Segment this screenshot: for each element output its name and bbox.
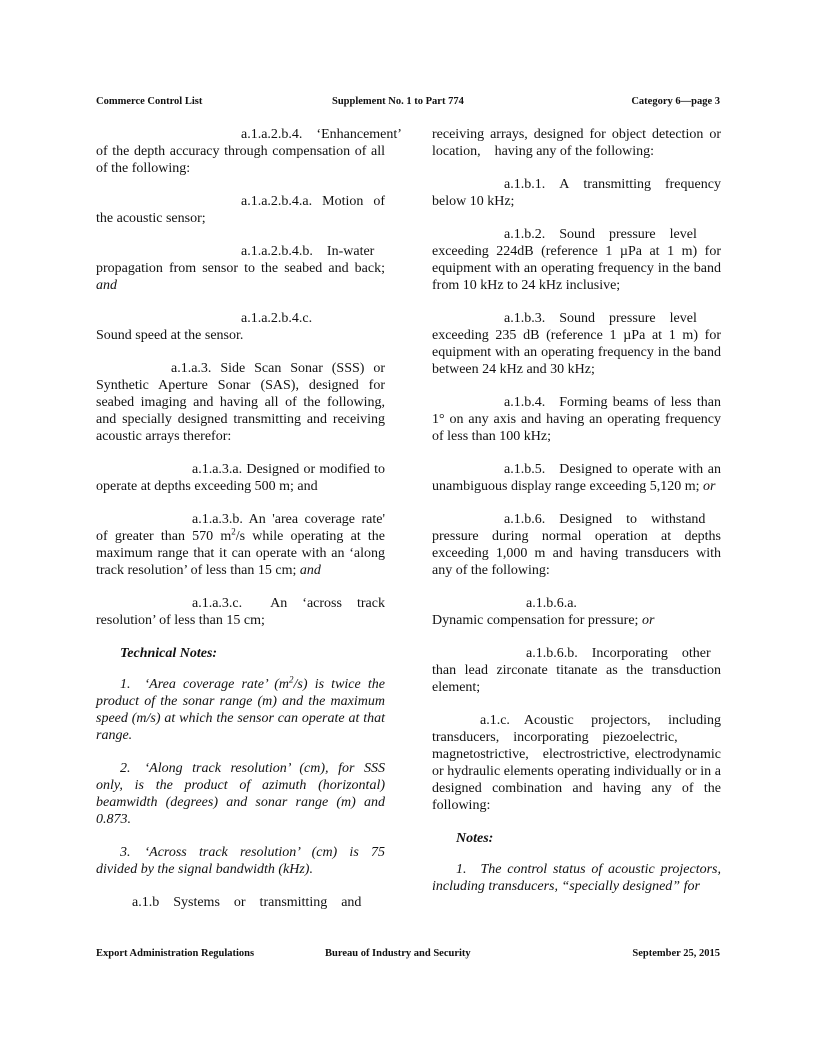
para-a1b-continued: receiving arrays, designed for object detection or location, having any of the following: <box>432 127 721 159</box>
para-a1a2b4c: a.1.a.2.b.4.c. Sound speed at the sensor. <box>96 311 355 343</box>
page-footer <box>96 948 720 964</box>
para-a1b5-text: a.1.b.5. Designed to operate with an unambiguous display range exceeding 5,120 m; <box>432 462 721 494</box>
header-right: Category 6—page 3 <box>631 96 720 107</box>
superscript: 2 <box>231 526 236 537</box>
superscript: 2 <box>289 674 294 685</box>
para-a1b6b: a.1.b.6.b. Incorporating other than lead zirconate titanate as the transduction element; <box>432 646 721 695</box>
para-a1a2b4b-text: a.1.a.2.b.4.b. In-water propagation from sensor to the seabed and back; <box>96 244 385 276</box>
para-a1b: a.1.b Systems or transmitting and <box>132 895 362 910</box>
para-a1a3c: a.1.a.3.c. An ‘across track resolution’ of less than 15 cm; <box>96 596 385 628</box>
conj-and: and <box>299 563 321 578</box>
para-a1b4: a.1.b.4. Forming beams of less than 1° on any axis and having an operating frequency of less than 100 kHz; <box>432 395 721 444</box>
para-a1a3b-text-a: a.1.a.3.b. An 'area coverage rate' of greater than 570 m <box>96 512 385 544</box>
header-left: Commerce Control List <box>96 96 203 107</box>
left-column <box>96 126 402 911</box>
technical-note-3: 3. ‘Across track resolution’ (cm) is 75 divided by the signal bandwidth (kHz). <box>96 845 385 877</box>
para-a1a3: a.1.a.3. Side Scan Sonar (SSS) or Synthetic Aperture Sonar (SAS), designed for seabed imaging and having all of the following, and specially designed transmitting and receiving acoustic arrays therefor: <box>96 361 385 444</box>
note-1: 1. The control status of acoustic projectors, including transducers, “specially designed” for <box>432 862 721 894</box>
conj-or: or <box>641 613 655 628</box>
technical-notes-title: Technical Notes: <box>120 646 218 661</box>
para-a1a2b4a: a.1.a.2.b.4.a. Motion of the acoustic sensor; <box>96 194 385 226</box>
footer-left: Export Administration Regulations <box>96 948 255 959</box>
para-a1b5 <box>432 461 721 495</box>
technical-note-1 <box>96 676 385 744</box>
footer-right: September 25, 2015 <box>632 948 720 959</box>
para-a1b2: a.1.b.2. Sound pressure level exceeding 224dB (reference 1 µPa at 1 m) for equipment with an operating frequency in the band from 10 kHz to 24 kHz inclusive; <box>432 227 721 293</box>
technical-note-1-text-b: /s) is twice the product of the sonar range (m) and the maximum speed (m/s) at which the sensor can operate at that range. <box>96 677 385 743</box>
technical-note-1-text-a: 1. ‘Area coverage rate’ (m <box>120 677 290 692</box>
para-a1c: a.1.c. Acoustic projectors, including transducers, incorporating piezoelectric, magnetostrictive, electrostrictive, electrodynamic or hydraulic elements operating individually or in a designed combination and having any of the following: <box>432 713 721 813</box>
para-a1a3b-text-b: /s while operating at the maximum range that it can operate with an ‘along track resolution’ of less than 15 cm; <box>96 529 385 578</box>
para-a1b6a-text: a.1.b.6.a. Dynamic compensation for pressure; <box>432 596 689 628</box>
para-a1a3a: a.1.a.3.a. Designed or modified to operate at depths exceeding 500 m; and <box>96 462 385 494</box>
conj-and: and <box>96 278 117 293</box>
para-a1a2b4b <box>96 243 385 294</box>
para-a1a2b4: a.1.a.2.b.4. ‘Enhancement’ of the depth accuracy through compensation of all of the following: <box>96 127 402 176</box>
header-center: Supplement No. 1 to Part 774 <box>332 96 464 107</box>
para-a1b1: a.1.b.1. A transmitting frequency below 10 kHz; <box>432 177 721 209</box>
right-column <box>432 126 721 895</box>
technical-note-2: 2. ‘Along track resolution’ (cm), for SSS only, is the product of azimuth (horizontal) beamwidth (degrees) and sonar range (m) and 0.873. <box>96 761 385 827</box>
conj-or: or <box>703 479 716 494</box>
para-a1b6a <box>432 595 721 629</box>
para-a1b3: a.1.b.3. Sound pressure level exceeding 235 dB (reference 1 µPa at 1 m) for equipment with an operating frequency in the band between 24 kHz and 30 kHz; <box>432 311 721 377</box>
para-a1a3b <box>96 511 385 579</box>
para-a1b6: a.1.b.6. Designed to withstand pressure during normal operation at depths exceeding 1,000 m and having transducers with any of the following: <box>432 512 721 578</box>
notes-title: Notes: <box>456 831 494 846</box>
footer-center: Bureau of Industry and Security <box>325 948 471 959</box>
page-header <box>96 96 720 112</box>
